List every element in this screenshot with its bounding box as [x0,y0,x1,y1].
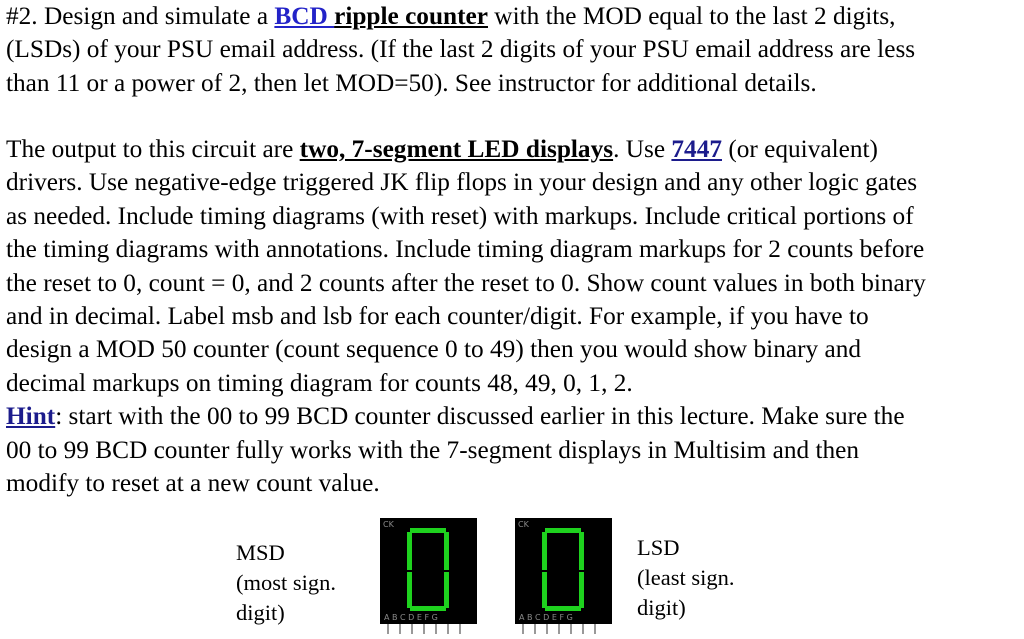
hint-text: : start with the 00 to 99 BCD counter discussed earlier in this lecture. Make sure the [55,402,905,431]
led-displays-emphasis: two, 7-segment LED displays [299,135,614,163]
pin-row [523,624,595,634]
details-line-1 [6,133,1022,166]
details-line-6: and in decimal. Label msb and lsb for each counter/digit. For example, if you have to [6,302,869,331]
details-use-text: . Use [613,135,672,163]
seven-segment-display-msd [380,518,477,634]
details-paragraph [6,133,1022,500]
msd-caption [236,538,336,628]
segment-c [579,572,584,608]
segment-d [545,606,581,611]
segment-c [444,572,449,608]
msd-caption-sub2: digit) [236,600,285,625]
details-equivalent-text: (or equivalent) [722,135,878,163]
bcd-link-label[interactable]: BCD [274,2,335,30]
problem-intro-text: #2. Design and simulate a [6,2,275,30]
problem-statement [6,0,1022,100]
segment-d [410,606,446,611]
ripple-counter-emphasis: ripple counter [334,2,488,30]
seven-segment-display-lsd [515,518,612,634]
segment-a [545,528,581,533]
segment-b [444,532,449,570]
segment-e [542,572,547,608]
segment-a [410,528,446,533]
segment-e [407,572,412,608]
lsd-caption [637,533,734,623]
problem-line-3: than 11 or a power of 2, then let MOD=50). See instructor for additional details. [6,68,817,97]
pin-labels: A B C D E F G [519,613,573,622]
lsd-caption-sub: (least sign. [637,565,735,590]
lsd-caption-sub2: digit) [637,595,686,620]
msd-caption-sub: (most sign. [236,570,337,595]
details-line-5: the reset to 0, count = 0, and 2 counts after the reset to 0. Show count values in both binary [6,268,926,297]
pin-row [388,624,460,634]
problem-line-1 [6,0,1022,33]
details-intro-text: The output to this circuit are [6,135,300,163]
details-line-4: the timing diagrams with annotations. Include timing diagram markups for 2 counts before [6,235,925,264]
details-line-2: drivers. Use negative-edge triggered JK flip flops in your design and any other logic gates [6,168,918,197]
details-line-7: design a MOD 50 counter (count sequence 0 to 49) then you would show binary and [6,335,861,364]
hint-line-3: modify to reset at a new count value. [6,469,380,498]
segment-b [579,532,584,570]
segment-f [542,532,547,570]
pin-labels: A B C D E F G [384,613,438,622]
lsd-caption-title: LSD [637,535,680,560]
chip-7447-emphasis: 7447 [671,135,722,163]
hint-line-2: 00 to 99 BCD counter fully works with the 7-segment displays in Multisim and then [6,435,859,464]
bcd-link[interactable] [274,2,334,30]
problem-intro-tail: with the MOD equal to the last 2 digits, [487,2,896,30]
hint-label: Hint [6,402,56,431]
details-line-8: decimal markups on timing diagram for counts 48, 49, 0, 1, 2. [6,368,633,397]
msd-caption-title: MSD [236,540,285,565]
display-ck-label: CK [518,520,529,529]
segment-f [407,532,412,570]
hint-line-1 [6,400,1022,433]
problem-line-2: (LSDs) of your PSU email address. (If the last 2 digits of your PSU email address are less [6,35,916,64]
details-line-3: as needed. Include timing diagrams (with reset) with markups. Include critical portions of [6,201,914,230]
display-ck-label: CK [383,520,394,529]
